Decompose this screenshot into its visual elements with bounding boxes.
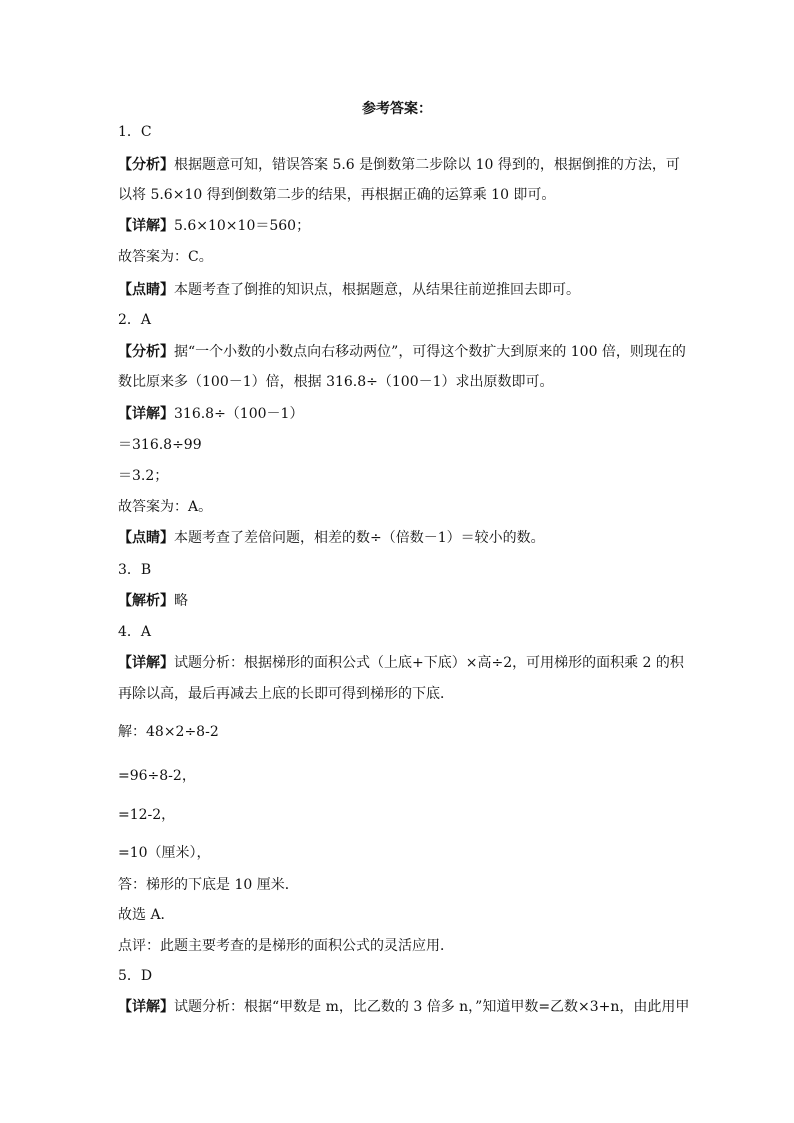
section-tag: 【分析】 — [118, 157, 174, 173]
answer-number: 3．B — [118, 562, 152, 578]
answer-number: 1．C — [118, 124, 152, 140]
section-tag: 【点睛】 — [118, 530, 174, 546]
analysis-line: 数比原来多（100－1）倍，根据 316.8÷（100－1）求出原数即可。 — [118, 374, 554, 390]
answer-line: 故答案为：C。 — [118, 249, 213, 265]
detail-line: 【详解】试题分析：根据“甲数是 m，比乙数的 3 倍多 n，”知道甲数=乙数×3+n，由此用甲 — [118, 999, 690, 1015]
answer-line: 答：梯形的下底是 10 厘米． — [118, 877, 299, 893]
section-tag: 【详解】 — [118, 999, 174, 1015]
calc-line: ＝316.8÷99 — [118, 437, 202, 453]
comment-line: 【点睛】本题考查了差倍问题，相差的数÷（倍数－1）＝较小的数。 — [118, 530, 545, 546]
answer-line: 故选 A． — [118, 907, 175, 923]
section-tag: 【详解】 — [118, 218, 174, 234]
answer-number: 4．A — [118, 624, 152, 640]
section-tag: 【详解】 — [118, 406, 174, 422]
analysis-line: 【分析】据“一个小数的小数点向右移动两位”，可得这个数扩大到原来的 100 倍，则现在的 — [118, 344, 686, 360]
section-tag: 【分析】 — [118, 344, 174, 360]
section-tag: 【点睛】 — [118, 282, 174, 298]
analysis-line: 【分析】根据题意可知，错误答案 5.6 是倒数第二步除以 10 得到的，根据倒推的方法，可 — [118, 157, 680, 173]
analysis-line: 以将 5.6×10 得到倒数第二步的结果，再根据正确的运算乘 10 即可。 — [118, 187, 556, 203]
section-tag: 【详解】 — [118, 655, 174, 671]
calc-line: =10（厘米）， — [118, 845, 211, 861]
detail-line: 【详解】5.6×10×10＝560； — [118, 218, 311, 234]
detail-line: 【详解】316.8÷（100－1） — [118, 406, 304, 422]
calc-line: =12-2， — [118, 807, 176, 823]
calc-line: 解：48×2÷8-2 — [118, 724, 219, 740]
answer-number: 5．D — [118, 968, 153, 984]
comment-line: 【点睛】本题考查了倒推的知识点，根据题意，从结果往前逆推回去即可。 — [118, 282, 580, 298]
answer-number: 2．A — [118, 312, 152, 328]
section-tag: 【解析】 — [118, 593, 174, 609]
analysis-line: 【解析】略 — [118, 593, 188, 609]
calc-line: =96÷8-2， — [118, 768, 196, 784]
calc-line: ＝3.2； — [118, 468, 169, 484]
comment-line: 点评：此题主要考查的是梯形的面积公式的灵活应用． — [118, 938, 454, 954]
detail-line: 【详解】试题分析：根据梯形的面积公式（上底+下底）×高÷2，可用梯形的面积乘 2 的积 — [118, 655, 684, 671]
answer-line: 故答案为：A。 — [118, 499, 213, 515]
page-title: 参考答案： — [362, 101, 432, 117]
detail-line: 再除以高，最后再减去上底的长即可得到梯形的下底． — [118, 686, 454, 702]
